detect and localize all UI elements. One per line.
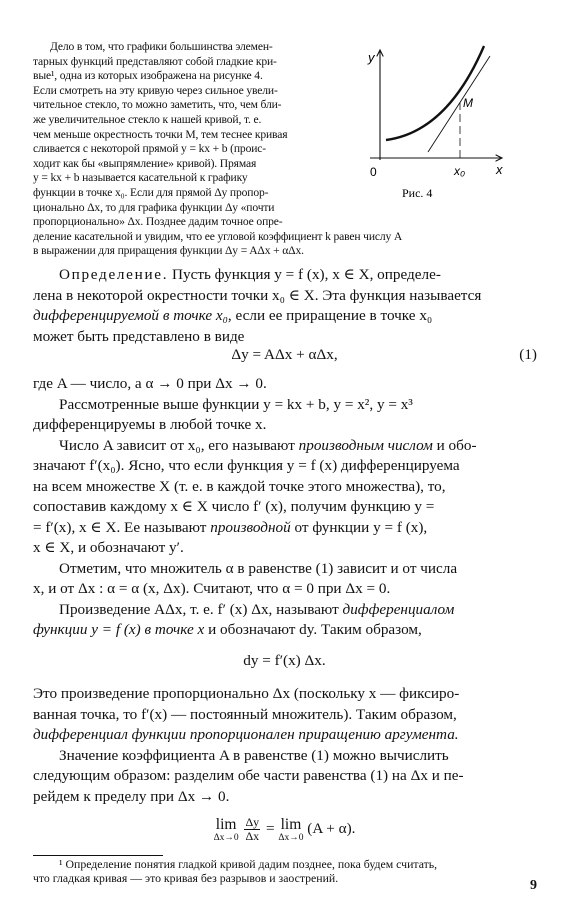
body-line: = f′(x), x ∈ X. Ее называют производной от функции y = f (x), bbox=[33, 518, 428, 536]
figure-caption: Рис. 4 bbox=[402, 186, 433, 200]
figure-4 bbox=[362, 40, 510, 208]
equation-1: Δy = AΔx + αΔx, bbox=[231, 346, 338, 363]
equation-limit: lim Δx→0 $\frac{\Delta y}{\Delta x}$ = lim Δx→0 (A + α). bbox=[213, 815, 356, 844]
definition-line-1: Определение. Пусть функция y = f (x), x ∈ X, определе- bbox=[59, 266, 441, 283]
footnote-rule bbox=[33, 855, 163, 856]
y-axis-label: y bbox=[368, 50, 375, 65]
body-line: значают f′(x₀). Ясно, что если функция y = f (x) дифференцируема bbox=[33, 457, 460, 474]
body-line: где A — число, а α → 0 при Δx → 0. bbox=[33, 375, 267, 392]
x-axis-label: x bbox=[496, 162, 503, 177]
equation-differential: dy = f′(x) Δx. bbox=[243, 652, 326, 669]
body-line: x ∈ X, и обозначают y′. bbox=[33, 539, 184, 556]
definition-line-2: лена в некоторой окрестности точки x₀ ∈ X. Эта функция называется bbox=[33, 286, 482, 304]
tangent-diagram bbox=[362, 40, 510, 208]
intro-line: Дело в том, что графики большинства элемен- bbox=[50, 40, 273, 53]
body-line: Это произведение пропорционально Δx (поскольку x — фиксиро- bbox=[33, 685, 460, 702]
intro-line: тарных функций представляют собой гладкие кри- bbox=[33, 54, 277, 68]
intro-line: y = kx + b называется касательной к графику bbox=[33, 171, 248, 185]
body-line: рейдем к пределу при Δx → 0. bbox=[33, 787, 230, 805]
body-line: сопоставив каждому x ∈ X число f′ (x), получим функцию y = bbox=[33, 498, 435, 515]
body-line: Отметим, что множитель α в равенстве (1) зависит и от числа bbox=[59, 559, 458, 577]
intro-line: ционально Δx, то для графика функции Δy «почти bbox=[33, 200, 275, 214]
origin-label: 0 bbox=[370, 165, 377, 179]
intro-line: же увеличительное стекло к нашей кривой, т. е. bbox=[33, 113, 262, 126]
body-line: x, и от Δx : α = α (x, Δx). Считают, что α = 0 при Δx = 0. bbox=[33, 580, 391, 597]
x0-label: x₀ bbox=[454, 164, 466, 178]
body-line: Значение коэффициента A в равенстве (1) можно вычислить bbox=[59, 746, 449, 764]
definition-heading: Определение. bbox=[59, 266, 169, 283]
footnote-line-2: что гладкая кривая — это кривая без разрывов и заострений. bbox=[33, 871, 339, 885]
intro-line: в выражении для приращения функции Δy = AΔx + αΔx. bbox=[33, 244, 304, 258]
tangent-line bbox=[428, 56, 490, 152]
body-line: Рассмотренные выше функции y = kx + b, y = x², y = x³ bbox=[59, 395, 413, 413]
intro-line: пропорционально» Δx. Позднее дадим точное опре- bbox=[33, 215, 283, 229]
body-line: следующим образом: разделим обе части равенства (1) на Δx и пе- bbox=[33, 767, 464, 784]
definition-line-3: дифференцируемой в точке x₀, если ее приращение в точке x₀ bbox=[33, 307, 433, 324]
intro-line: чем меньше окрестность точки M, тем теснее кривая bbox=[33, 127, 288, 141]
intro-line: вые¹, одна из которых изображена на рисунке 4. bbox=[33, 69, 263, 83]
body-line: функции y = f (x) в точке x и обозначают dy. Таким образом, bbox=[33, 621, 422, 638]
intro-line: сливается с некоторой прямой y = kx + b (проис- bbox=[33, 142, 266, 156]
body-line: ванная точка, то f′(x) — постоянный множитель). Таким образом, bbox=[33, 705, 457, 723]
intro-line: деление касательной и увидим, что ее угловой коэффициент k равен числу A bbox=[33, 229, 403, 243]
point-m-label: M bbox=[463, 96, 473, 110]
intro-line: чительное стекло, то можно заметить, что, чем бли- bbox=[33, 98, 282, 112]
intro-line: функции в точке x₀. Если для прямой Δy пропор- bbox=[33, 186, 269, 199]
limit-left: lim Δx→0 bbox=[213, 815, 239, 843]
limit-right: lim Δx→0 bbox=[278, 815, 304, 843]
body-line: дифференцируемы в любой точке x. bbox=[33, 416, 267, 433]
footnote-line-1: ¹ Определение понятия гладкой кривой дадим позднее, пока будем считать, bbox=[59, 857, 438, 871]
fraction: $\frac{\Delta y}{\Delta x}$ bbox=[245, 815, 260, 844]
intro-line: Если смотреть на эту кривую через сильное увели- bbox=[33, 83, 278, 97]
intro-line: ходит как бы «выпрямление» кривой). Прямая bbox=[33, 156, 257, 170]
curve bbox=[386, 46, 484, 140]
body-line: Произведение AΔx, т. е. f′ (x) Δx, называют дифференциалом bbox=[59, 600, 455, 618]
body-line: дифференциал функции пропорционален приращению аргумента. bbox=[33, 726, 459, 743]
body-line: Число A зависит от x₀, его называют производным числом и обо- bbox=[59, 436, 477, 454]
page-number: 9 bbox=[530, 878, 537, 893]
body-line: на всем множестве X (т. е. в каждой точке этого множества), то, bbox=[33, 477, 446, 495]
definition-line-4: может быть представлено в виде bbox=[33, 327, 245, 345]
equation-1-number: (1) bbox=[519, 346, 537, 363]
